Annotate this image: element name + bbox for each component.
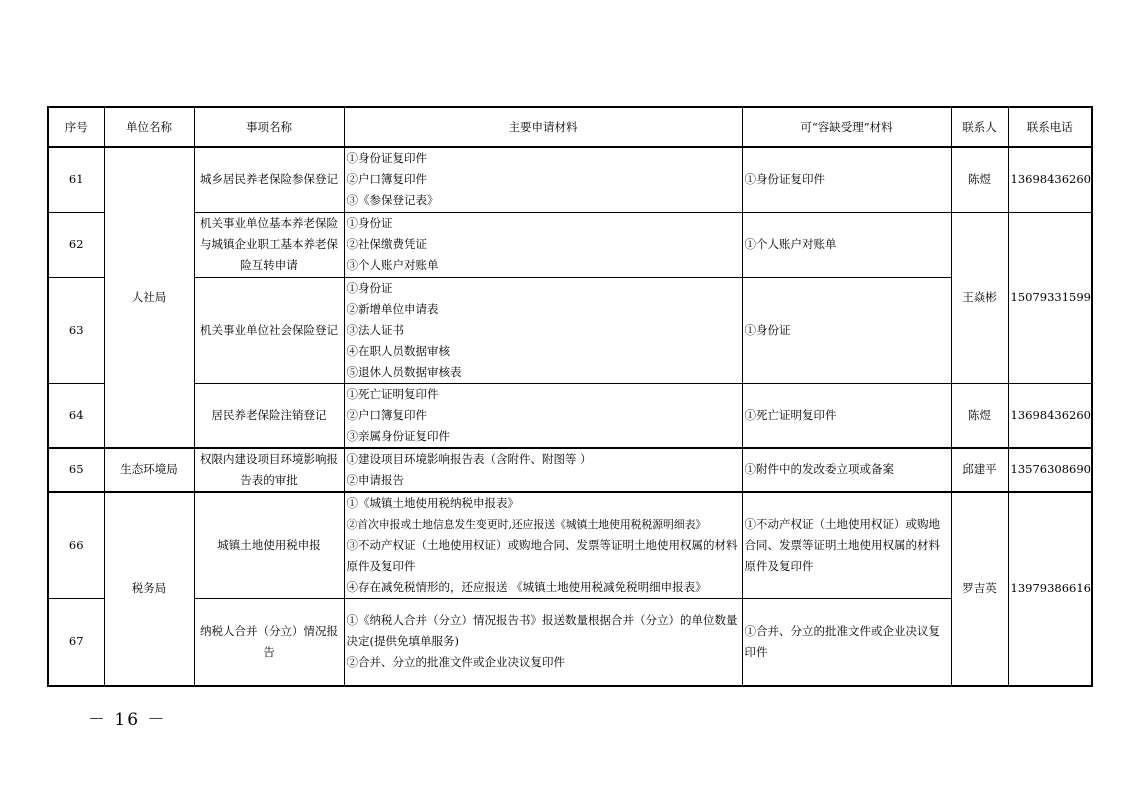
table-row <box>48 598 1092 686</box>
material-line: ⑤退休人员数据审核表 <box>346 364 462 379</box>
material-line: ④存在减免税情形的，还应报送 《城镇土地使用税减免税明细申报表》 <box>346 579 707 594</box>
row-item: 居民养老保险注销登记 <box>194 383 344 448</box>
row-seq: 61 <box>48 147 104 212</box>
row-tolerant: ①身份证 <box>742 277 951 383</box>
row-phone: 13576308690 <box>1008 448 1092 492</box>
row-contact: 陈煜 <box>951 383 1008 448</box>
header-materials: 主要申请材料 <box>344 107 742 147</box>
row-tolerant: ①身份证复印件 <box>742 147 951 212</box>
row-tolerant: ①个人账户对账单 <box>742 212 951 277</box>
row-seq: 65 <box>48 448 104 492</box>
material-line: ③不动产权证（土地使用权证）或购地合同、发票等证明土地使用权属的材料原件及复印件 <box>346 537 738 573</box>
table-row <box>48 492 1092 599</box>
material-line: ④在职人员数据审核 <box>346 343 450 358</box>
material-line: ②新增单位申请表 <box>346 301 439 316</box>
table-row <box>48 277 1092 383</box>
unit-name-renshe: 人社局 <box>104 147 194 448</box>
unit-name-shuiwu: 税务局 <box>104 492 194 687</box>
row-materials <box>344 492 742 599</box>
header-seq: 序号 <box>48 107 104 147</box>
row-materials <box>344 277 742 383</box>
row-materials <box>344 598 742 686</box>
contact-shuiwu: 罗吉英 <box>951 492 1008 687</box>
row-item: 机关事业单位社会保险登记 <box>194 277 344 383</box>
header-tolerant: 可“容缺受理”材料 <box>742 107 951 147</box>
contact-wang: 王焱彬 <box>951 212 1008 383</box>
row-tolerant: ①合并、分立的批准文件或企业决议复印件 <box>742 598 951 686</box>
row-tolerant: ①附件中的发改委立项或备案 <box>742 448 951 492</box>
material-line: ②社保缴费凭证 <box>346 237 427 251</box>
table-row <box>48 448 1092 492</box>
material-line: ②申请报告 <box>346 472 404 487</box>
material-line: ③法人证书 <box>346 322 404 337</box>
material-line: ①死亡证明复印件 <box>346 386 439 401</box>
row-phone: 13698436260 <box>1008 383 1092 448</box>
row-item: 城乡居民养老保险参保登记 <box>194 147 344 212</box>
table-row <box>48 212 1092 277</box>
phone-wang: 15079331599 <box>1008 212 1092 383</box>
material-line: ③亲属身份证复印件 <box>346 428 450 443</box>
phone-shuiwu: 13979386616 <box>1008 492 1092 687</box>
row-seq: 67 <box>48 598 104 686</box>
row-item: 纳税人合并（分立）情况报告 <box>194 598 344 686</box>
row-contact: 陈煜 <box>951 147 1008 212</box>
material-line: ①身份证 <box>346 280 393 295</box>
row-seq: 64 <box>48 383 104 448</box>
table-row <box>48 383 1092 448</box>
material-line: ②首次申报或土地信息发生变更时,还应报送《城镇土地使用税税源明细表》 <box>346 517 707 531</box>
row-phone: 13698436260 <box>1008 147 1092 212</box>
service-table <box>47 106 1093 687</box>
material-line: ②合并、分立的批准文件或企业决议复印件 <box>346 655 565 670</box>
header-unit: 单位名称 <box>104 107 194 147</box>
material-line: ①建设项目环境影响报告表（含附件、附图等 ） <box>346 451 592 466</box>
row-contact: 邱建平 <box>951 448 1008 492</box>
row-item: 机关事业单位基本养老保险与城镇企业职工基本养老保险互转申请 <box>194 212 344 277</box>
row-tolerant: ①死亡证明复印件 <box>742 383 951 448</box>
row-tolerant: ①不动产权证（土地使用权证）或购地合同、发票等证明土地使用权属的材料原件及复印件 <box>742 492 951 599</box>
row-materials <box>344 383 742 448</box>
header-phone: 联系电话 <box>1008 107 1092 147</box>
page-number: － 16 － <box>88 710 167 730</box>
material-line: ③个人账户对账单 <box>346 258 439 272</box>
header-row <box>48 107 1092 147</box>
header-item: 事项名称 <box>194 107 344 147</box>
row-item: 城镇土地使用税申报 <box>194 492 344 599</box>
row-unit: 生态环境局 <box>104 448 194 492</box>
material-line: ②户口簿复印件 <box>346 407 427 422</box>
row-materials <box>344 147 742 212</box>
header-contact: 联系人 <box>951 107 1008 147</box>
material-line: ③《参保登记表》 <box>346 193 439 208</box>
row-materials <box>344 448 742 492</box>
row-seq: 62 <box>48 212 104 277</box>
material-line: ①身份证 <box>346 216 393 230</box>
table-row <box>48 147 1092 212</box>
row-seq: 63 <box>48 277 104 383</box>
row-item: 权限内建设项目环境影响报告表的审批 <box>194 448 344 492</box>
material-line: ②户口簿复印件 <box>346 172 427 187</box>
material-line: ①《城镇土地使用税纳税申报表》 <box>346 495 519 510</box>
material-line: ①《纳税人合并（分立）情况报告书》报送数量根据合并（分立）的单位数量决定(提供免填单服务) <box>346 613 738 649</box>
material-line: ①身份证复印件 <box>346 151 427 166</box>
row-materials <box>344 212 742 277</box>
row-seq: 66 <box>48 492 104 599</box>
